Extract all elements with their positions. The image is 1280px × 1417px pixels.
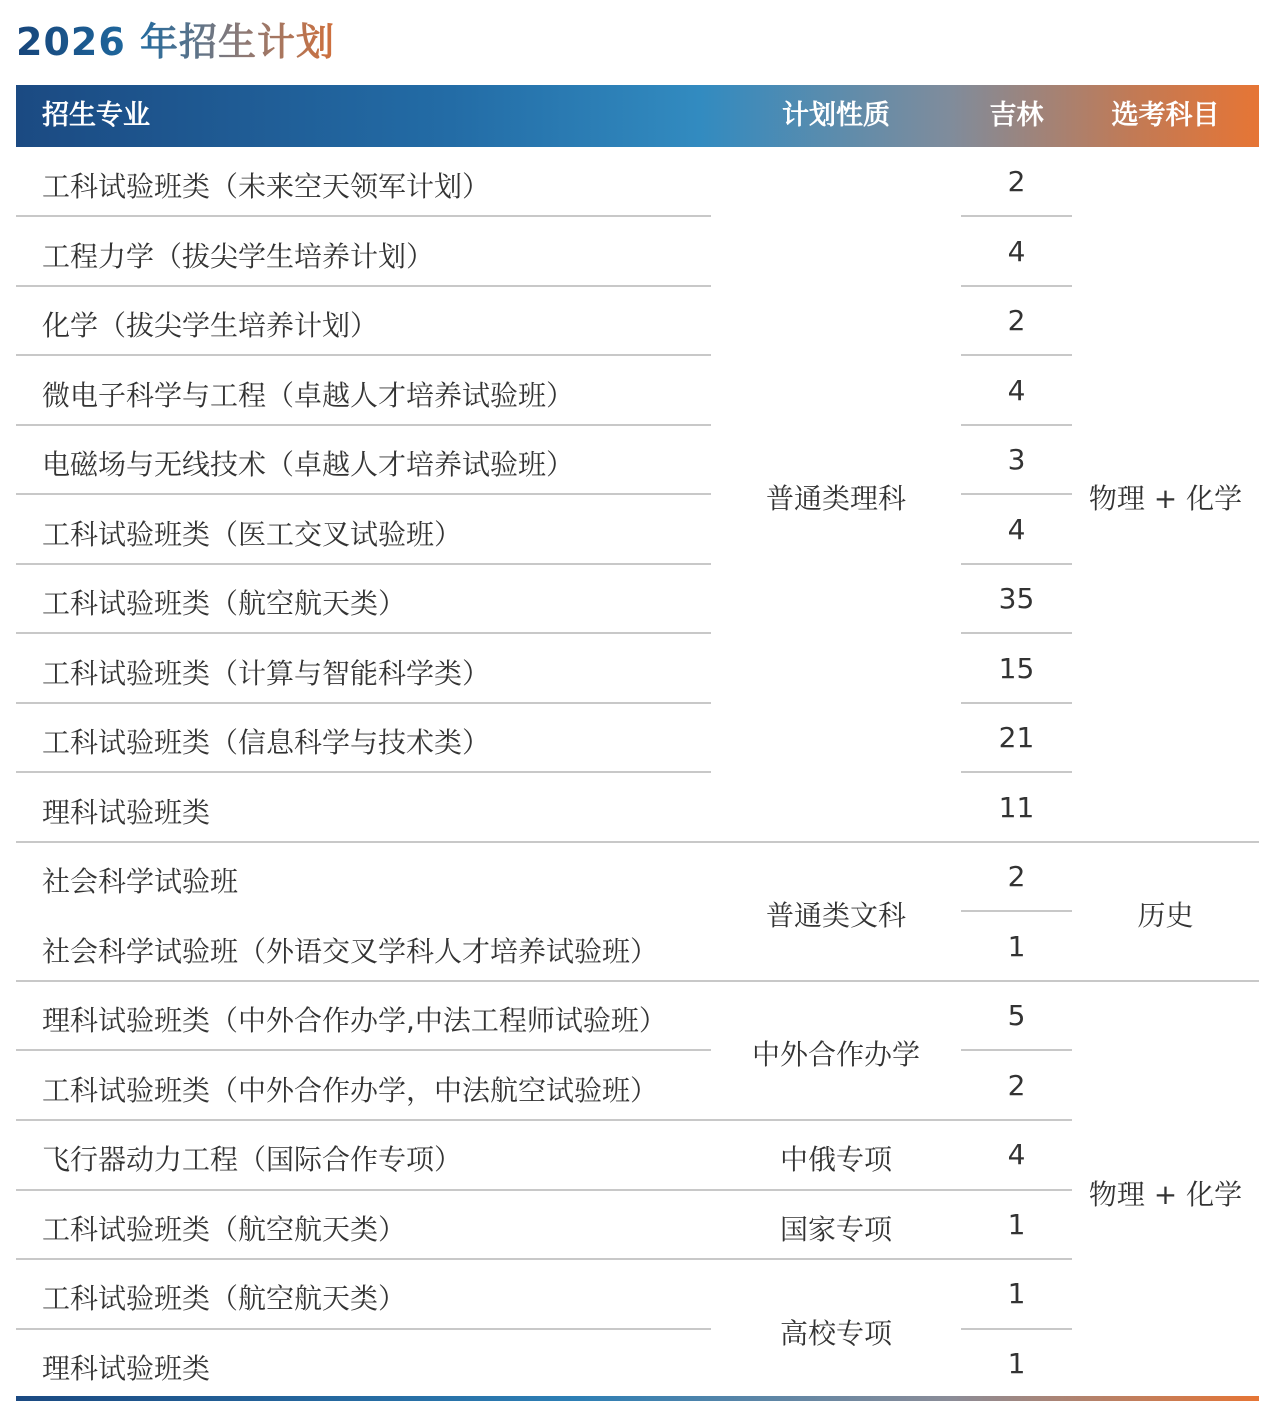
row-count: 11 (998, 791, 1035, 824)
plan-type-cell: 普通类文科 (765, 899, 906, 932)
row-major: 社会科学试验班 (42, 865, 239, 898)
plan-type-cell: 普通类理科 (765, 482, 906, 515)
header-plan-type: 计划性质 (782, 100, 890, 131)
row-major: 化学（拔尖学生培养计划） (42, 309, 379, 342)
row-count: 15 (998, 652, 1035, 685)
row-divider (16, 1119, 1072, 1121)
row-divider (16, 285, 711, 287)
plan-type-cell: 高校专项 (779, 1317, 892, 1350)
row-count: 21 (998, 721, 1035, 754)
row-count: 4 (1007, 235, 1026, 268)
plan-type-cell: 中俄专项 (779, 1143, 892, 1176)
row-divider (961, 424, 1072, 426)
subjects-cell: 物理 + 化学 (1088, 482, 1243, 515)
row-count: 5 (1007, 999, 1026, 1032)
row-major: 理科试验班类（中外合作办学,中法工程师试验班） (42, 1004, 667, 1037)
row-count: 3 (1007, 443, 1026, 476)
row-count: 2 (1007, 1069, 1026, 1102)
enrollment-plan-table (16, 85, 1259, 1405)
plan-type-cell: 国家专项 (779, 1213, 892, 1246)
row-major: 电磁场与无线技术（卓越人才培养试验班） (42, 448, 575, 481)
row-count: 1 (1007, 930, 1026, 963)
row-major: 工科试验班类（中外合作办学，中法航空试验班） (42, 1074, 659, 1107)
row-divider (961, 1049, 1072, 1051)
row-major: 微电子科学与工程（卓越人才培养试验班） (42, 379, 575, 412)
row-divider (961, 1328, 1072, 1330)
row-divider (961, 493, 1072, 495)
row-divider (961, 910, 1072, 912)
plan-type-cell: 中外合作办学 (751, 1038, 920, 1071)
row-major: 理科试验班类 (42, 796, 211, 829)
row-divider (16, 771, 711, 773)
row-divider (961, 771, 1072, 773)
row-count: 4 (1007, 374, 1026, 407)
row-divider (16, 632, 711, 634)
group-divider (16, 980, 1259, 982)
row-divider (16, 702, 711, 704)
row-divider (961, 285, 1072, 287)
row-count: 2 (1007, 860, 1026, 893)
row-major: 工科试验班类（航空航天类） (42, 587, 407, 620)
row-major: 工科试验班类（航空航天类） (42, 1213, 407, 1246)
row-divider (961, 702, 1072, 704)
row-major: 工程力学（拔尖学生培养计划） (42, 240, 435, 273)
group-divider (16, 841, 1259, 843)
row-divider (16, 354, 711, 356)
row-major: 飞行器动力工程（国际合作专项） (42, 1143, 463, 1176)
row-divider (16, 215, 711, 217)
row-major: 工科试验班类（计算与智能科学类） (42, 657, 491, 690)
row-count: 1 (1007, 1347, 1026, 1380)
row-divider (961, 215, 1072, 217)
row-divider (16, 1049, 711, 1051)
row-divider (16, 1328, 711, 1330)
row-major: 工科试验班类（航空航天类） (42, 1282, 407, 1315)
row-major: 工科试验班类（未来空天领军计划） (42, 170, 491, 203)
header-major: 招生专业 (42, 100, 150, 131)
page-title: 2026 年招生计划 (16, 14, 335, 70)
row-major: 工科试验班类（医工交叉试验班） (42, 518, 463, 551)
row-divider (16, 563, 711, 565)
row-count: 2 (1007, 165, 1026, 198)
row-divider (16, 493, 711, 495)
row-major: 理科试验班类 (42, 1352, 211, 1385)
row-count: 35 (998, 582, 1035, 615)
row-count: 4 (1007, 513, 1026, 546)
header-province: 吉林 (989, 100, 1044, 131)
row-count: 1 (1007, 1208, 1026, 1241)
bottom-accent-bar (16, 1396, 1259, 1401)
subjects-cell: 历史 (1137, 899, 1194, 932)
row-divider (16, 424, 711, 426)
subjects-cell: 物理 + 化学 (1088, 1178, 1243, 1211)
row-divider (961, 563, 1072, 565)
row-divider (16, 1189, 1072, 1191)
row-divider (961, 632, 1072, 634)
row-divider (16, 1258, 1072, 1260)
header-subjects: 选考科目 (1111, 100, 1220, 131)
row-count: 4 (1007, 1138, 1026, 1171)
table-header (16, 85, 1259, 147)
row-count: 1 (1007, 1277, 1026, 1310)
row-divider (961, 354, 1072, 356)
row-major: 社会科学试验班（外语交叉学科人才培养试验班） (42, 935, 659, 968)
row-major: 工科试验班类（信息科学与技术类） (42, 726, 491, 759)
row-count: 2 (1007, 304, 1026, 337)
